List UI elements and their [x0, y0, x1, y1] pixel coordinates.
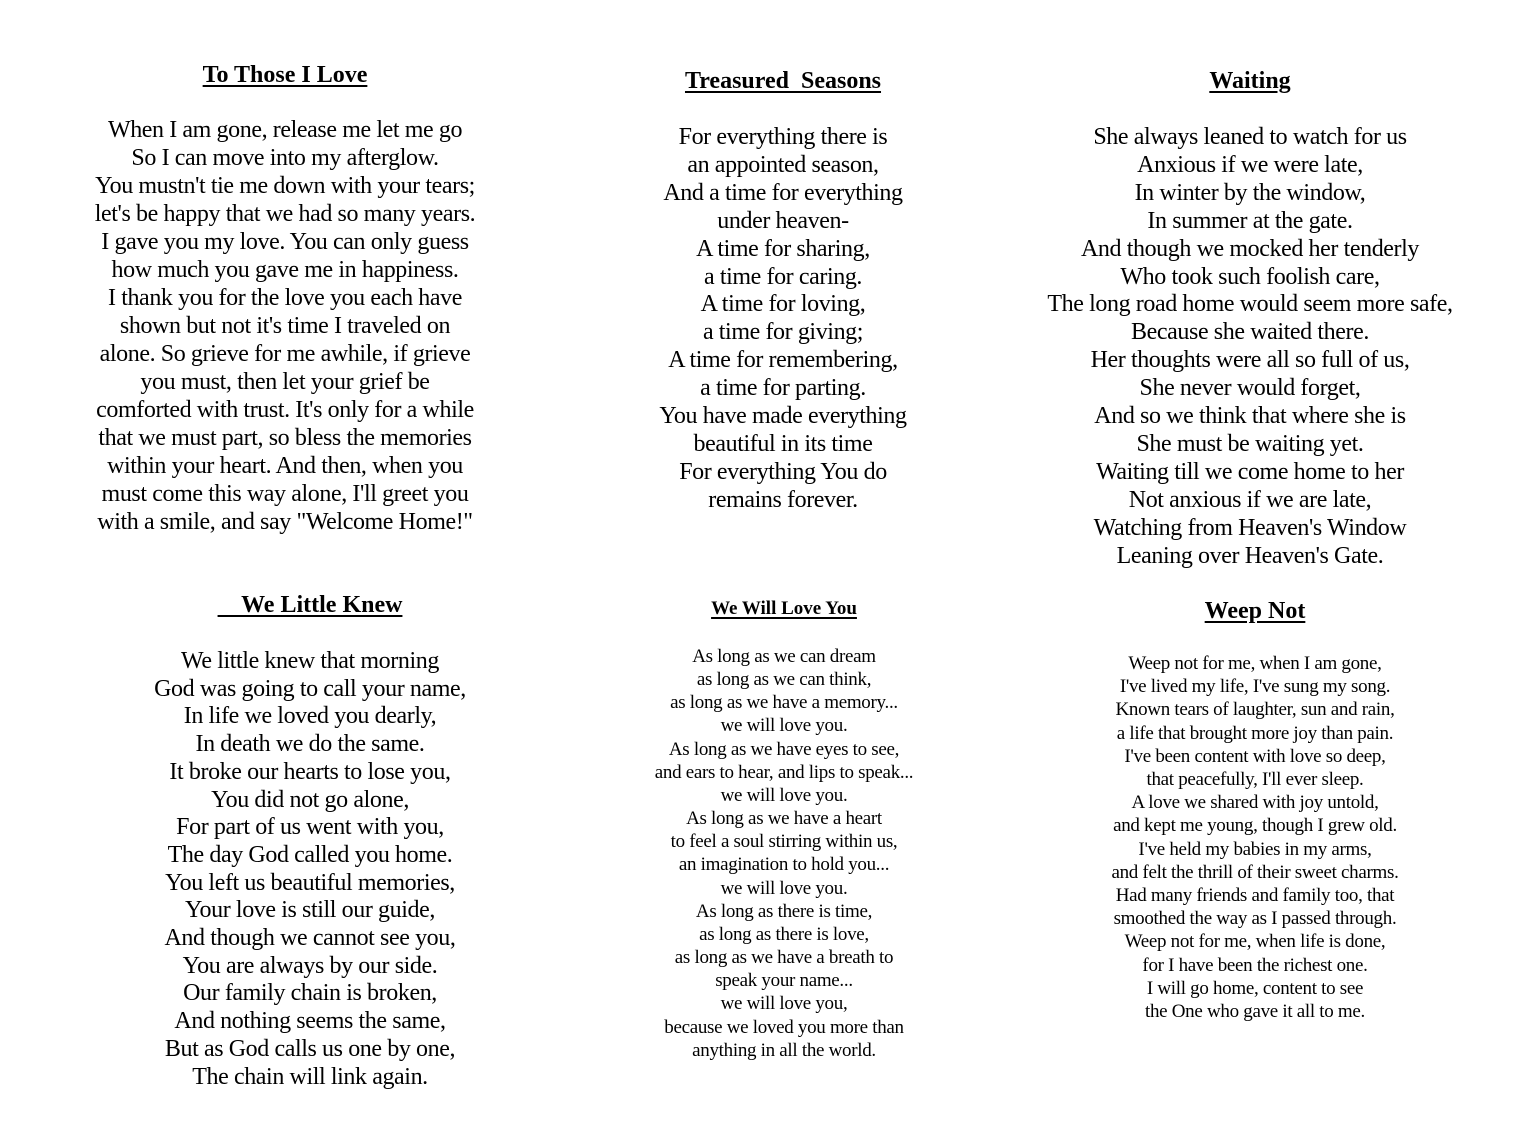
poem-waiting [1030, 68, 1470, 571]
poem-line: God was going to call your name, [154, 675, 466, 702]
poem-line: a time for giving; [702, 319, 864, 346]
poem-line: to feel a soul stirring within us, [670, 831, 898, 853]
poem-line: that we must part, so bless the memories [98, 425, 472, 451]
poem-line: A time for loving, [700, 291, 866, 318]
poem-we-little-knew [110, 592, 510, 1091]
poem-line: and felt the thrill of their sweet charms. [1111, 861, 1399, 883]
poem-line: a time for caring. [703, 263, 863, 290]
poem-line: we will love you, [720, 993, 848, 1015]
poem-line: anything in all the world. [692, 1039, 876, 1061]
poem-line: Anxious if we were late, [1137, 151, 1363, 178]
poem-line: You left us beautiful memories, [165, 869, 455, 896]
poem-line: Because she waited there. [1131, 319, 1369, 346]
poem-line: When I am gone, release me let me go [107, 117, 463, 143]
poem-title: We Little Knew [217, 592, 403, 618]
poem-line: Had many friends and family too, that [1115, 885, 1395, 907]
poem-treasured-seasons [578, 68, 988, 515]
poem-line: Known tears of laughter, sun and rain, [1115, 699, 1395, 721]
poem-line: comforted with trust. It's only for a while [96, 397, 474, 423]
poem-line: You have made everything [659, 403, 907, 430]
poem-line: a time for parting. [700, 375, 866, 402]
poem-line: under heaven- [717, 207, 849, 234]
poem-line: smoothed the way as I passed through. [1113, 908, 1397, 930]
poem-line: It broke our hearts to lose you, [169, 758, 451, 785]
poem-title: Treasured Seasons [684, 68, 882, 94]
poem-line: She always leaned to watch for us [1093, 124, 1407, 150]
poem-line: an imagination to hold you... [678, 854, 890, 876]
poem-line: I will go home, content to see [1146, 977, 1364, 999]
poem-line: You mustn't tie me down with your tears; [95, 173, 475, 199]
poem-line: The chain will link again. [192, 1063, 428, 1090]
poem-body [578, 124, 988, 515]
poem-body [1030, 124, 1470, 571]
poem-body [110, 648, 510, 1091]
poem-line: You are always by our side. [182, 952, 438, 979]
poem-line: speak your name... [715, 970, 853, 992]
poem-line: must come this way alone, I'll greet you [101, 481, 469, 507]
poem-line: within your heart. And then, when you [107, 453, 463, 479]
poem-line: and ears to hear, and lips to speak... [654, 761, 914, 783]
poem-line: And nothing seems the same, [174, 1008, 446, 1035]
poem-line: I've held my babies in my arms, [1138, 838, 1372, 860]
poem-line: Weep not for me, when life is done, [1124, 931, 1386, 953]
poem-line: because we loved you more than [664, 1016, 904, 1038]
poem-title: Waiting [1209, 68, 1291, 94]
poem-line: Weep not for me, when I am gone, [1128, 653, 1382, 674]
poem-line: And a time for everything [663, 179, 903, 206]
poem-line: for I have been the richest one. [1142, 954, 1368, 976]
poem-line: alone. So grieve for me awhile, if grieve [99, 341, 471, 367]
poem-line: an appointed season, [687, 151, 879, 178]
poem-line: A time for sharing, [696, 235, 870, 262]
poem-title: Weep Not [1204, 598, 1306, 624]
poem-title: To Those I Love [202, 62, 368, 88]
poem-line: you must, then let your grief be [140, 369, 430, 395]
poem-line: Not anxious if we are late, [1128, 486, 1372, 513]
poem-line: Your love is still our guide, [185, 897, 435, 924]
poem-line: a life that brought more joy than pain. [1116, 722, 1394, 744]
poem-line: that peacefully, I'll ever sleep. [1146, 769, 1364, 791]
poem-line: A love we shared with joy untold, [1131, 792, 1379, 814]
poem-body [610, 645, 958, 1062]
poem-line: In summer at the gate. [1147, 207, 1353, 234]
poem-line: The long road home would seem more safe, [1047, 291, 1453, 318]
poem-line: shown but not it's time I traveled on [119, 313, 451, 339]
poem-line: remains forever. [708, 486, 858, 513]
poem-line: as long as we have a breath to [674, 947, 894, 969]
poem-line: You did not go alone, [211, 786, 409, 813]
poem-we-will-love-you [610, 598, 958, 1062]
poem-line: as long as we can think, [696, 669, 872, 691]
poem-line: And so we think that where she is [1094, 403, 1406, 430]
poem-line: In life we loved you dearly, [183, 703, 437, 730]
poem-line: So I can move into my afterglow. [131, 145, 439, 171]
poem-line: how much you gave me in happiness. [111, 257, 459, 283]
poem-line: Who took such foolish care, [1120, 263, 1380, 290]
poem-line: beautiful in its time [693, 430, 873, 457]
poem-line: with a smile, and say "Welcome Home!" [97, 509, 473, 535]
poem-line: As long as we have eyes to see, [668, 738, 900, 760]
poem-line: I've lived my life, I've sung my song. [1119, 676, 1391, 698]
poem-line: For everything You do [679, 458, 887, 485]
poem-line: as long as there is love, [699, 923, 869, 945]
poem-line: As long as we can dream [692, 646, 876, 667]
poem-line: As long as we have a heart [686, 808, 882, 830]
poem-line: Her thoughts were all so full of us, [1090, 347, 1410, 374]
poem-weep-not [1060, 598, 1450, 1023]
poem-line: For part of us went with you, [176, 814, 444, 841]
poem-line: For everything there is [678, 124, 888, 150]
poem-line: we will love you. [720, 784, 848, 806]
poem-line: Our family chain is broken, [183, 980, 437, 1007]
poem-line: the One who gave it all to me. [1145, 1001, 1365, 1023]
poem-line: and kept me young, though I grew old. [1113, 815, 1397, 837]
poem-line: I gave you my love. You can only guess [101, 229, 469, 255]
poem-body [1060, 652, 1450, 1023]
poem-line: The day God called you home. [167, 841, 453, 868]
poem-line: In death we do the same. [195, 731, 425, 758]
poem-to-those-i-love [60, 62, 510, 536]
poem-line: let's be happy that we had so many years. [94, 201, 476, 227]
poem-line: A time for remembering, [668, 347, 898, 374]
poem-line: And though we cannot see you, [164, 925, 456, 952]
poem-line: But as God calls us one by one, [164, 1035, 456, 1062]
poem-title: We Will Love You [711, 598, 857, 619]
poem-line: She must be waiting yet. [1136, 430, 1364, 457]
poem-line: We little knew that morning [181, 648, 439, 674]
poem-line: And though we mocked her tenderly [1080, 235, 1420, 262]
poem-line: Waiting till we come home to her [1096, 458, 1404, 485]
poem-body [60, 116, 510, 536]
poem-line: we will love you. [720, 877, 848, 899]
poem-line: Leaning over Heaven's Gate. [1116, 542, 1384, 569]
poem-line: Watching from Heaven's Window [1093, 514, 1407, 541]
poem-line: She never would forget, [1139, 375, 1361, 402]
poem-line: As long as there is time, [695, 900, 873, 922]
poem-line: I thank you for the love you each have [108, 285, 462, 311]
poem-line: I've been content with love so deep, [1124, 745, 1386, 767]
poem-line: In winter by the window, [1134, 179, 1366, 206]
poem-line: as long as we have a memory... [670, 692, 898, 714]
poem-line: we will love you. [720, 715, 848, 737]
